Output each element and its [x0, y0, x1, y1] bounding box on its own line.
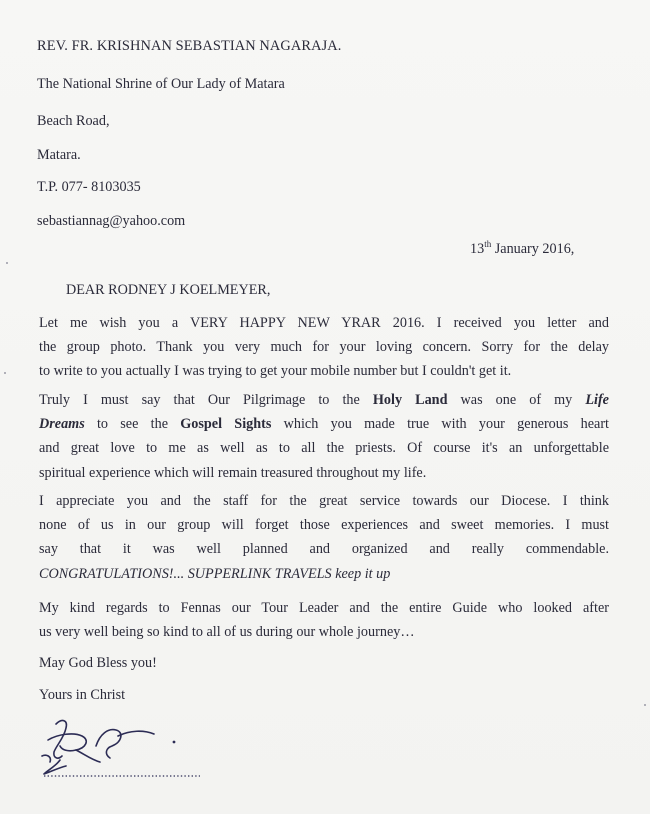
text-run: was one of my [447, 392, 586, 408]
holy-land-emphasis: Holy Land [372, 392, 448, 408]
paragraph-greeting [39, 311, 609, 384]
paragraph-line: say that it was well planned and organized and really commendable. [39, 541, 609, 558]
paragraph-line: I appreciate you and the staff for the great service towards our Diocese. I think [39, 493, 609, 509]
sender-address-line-2: Beach Road, [37, 113, 110, 129]
salutation: DEAR RODNEY J KOELMEYER, [66, 282, 271, 298]
life-emphasis: Life [585, 392, 609, 408]
paragraph-line: none of us in our group will forget those experiences and sweet memories. I must [39, 517, 609, 534]
sender-address-line-3: Matara. [37, 147, 81, 163]
date-suffix: th [484, 239, 492, 249]
paragraph-line: spiritual experience which will remain treasured throughout my life. [39, 464, 427, 481]
letter-date [470, 241, 574, 258]
date-day: 13 [470, 241, 485, 257]
paper-speck [644, 704, 646, 706]
closing-signoff: Yours in Christ [39, 687, 126, 703]
paragraph-line [39, 388, 609, 412]
paragraph-line: My kind regards to Fennas our Tour Leader and the entire Guide who looked after [39, 600, 609, 616]
paragraph-line: and great love to me as well as to all the priests. Of course it's an unforgettable [39, 440, 609, 457]
text-run: which you made true with your generous heart [271, 416, 610, 433]
sender-address-line-1: The National Shrine of Our Lady of Matara [37, 76, 285, 92]
paragraph-regards [39, 596, 609, 644]
paragraph-line: to write to you actually I was trying to get your mobile number but I couldn't get it. [39, 363, 512, 380]
paragraph-line: Let me wish you a VERY HAPPY NEW YRAR 2016. I received you letter and [39, 315, 609, 331]
paragraph-pilgrimage [39, 388, 609, 485]
paragraph-appreciation [39, 489, 609, 586]
sender-name: REV. FR. KRISHNAN SEBASTIAN NAGARAJA. [37, 38, 342, 54]
paragraph-line: the group photo. Thank you very much for your loving concern. Sorry for the delay [39, 339, 609, 356]
paragraph-line [39, 412, 609, 436]
dreams-emphasis: Dreams [39, 416, 85, 433]
congratulations-line: CONGRATULATIONS!... SUPPERLINK TRAVELS keep it up [39, 565, 391, 582]
text-run: to see the [84, 416, 181, 433]
date-rest: January 2016, [494, 241, 575, 257]
sender-email: sebastiannag@yahoo.com [37, 213, 186, 229]
paragraph-line: us very well being so kind to all of us during our whole journey… [39, 624, 415, 641]
text-run: Truly I must say that Our Pilgrimage to the [39, 392, 373, 408]
sender-phone: T.P. 077- 8103035 [37, 179, 141, 195]
paper-speck [4, 372, 6, 374]
paper-speck [6, 262, 8, 264]
gospel-sights-emphasis: Gospel Sights [180, 416, 272, 433]
closing-blessing: May God Bless you! [39, 655, 157, 671]
handwritten-signature [38, 716, 208, 782]
